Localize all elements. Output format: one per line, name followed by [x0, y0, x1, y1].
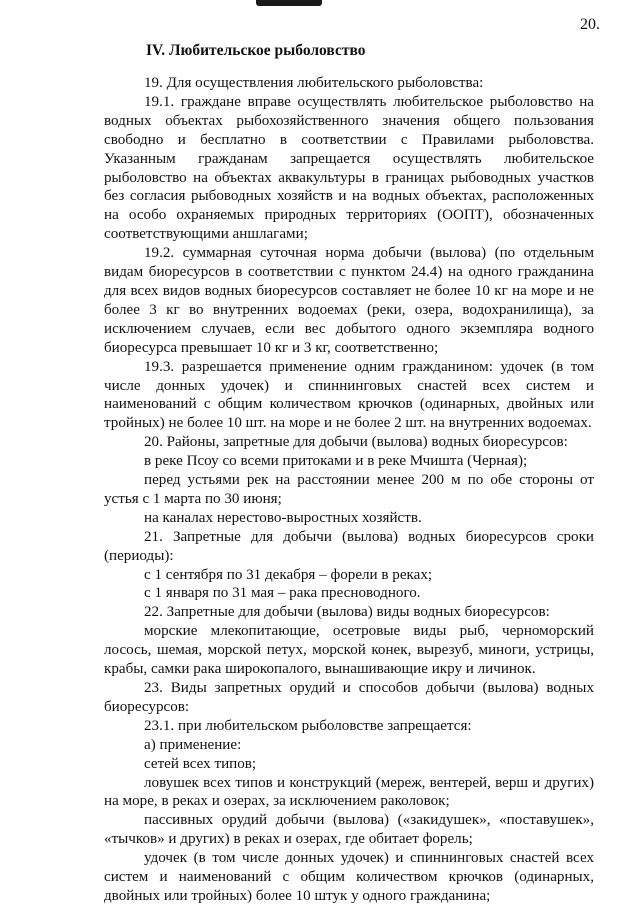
paragraph: 19.1. граждане вправе осуществлять любительское рыболовство на водных объектах рыбохозяйственного значения общего пользования свободно и бесплатно в соответствии с Правилами рыболовства. Указанным гражданам запрещается осуществлять любительское рыболовство на объектах аквакультуры в границах рыбоводных участков без согласия рыбоводных хозяйств и на водных объектах, расположенных на особо охраняемых природных территориях (ООПТ), обозначенных соответствующими аншлагами;	[104, 93, 594, 243]
paragraph: 20. Районы, запретные для добычи (вылова) водных биоресурсов:	[144, 434, 568, 451]
paragraph: 19.2. суммарная суточная норма добычи (вылова) (по отдельным видам биоресурсов в соответствии с пунктом 24.4) на одного гражданина для всех видов водных биоресурсов составляет не более 10 кг на море и не более 3 кг во внутренних водоемах (реки, озера, водохранилища), за исключением случаев, если вес добытого одного экземпляра водного биоресурса превышает 10 кг и 3 кг, соответственно;	[104, 245, 594, 356]
paragraph: 23.1. при любительском рыболовстве запрещается:	[144, 717, 472, 734]
paragraph: 19.3. разрешается применение одним гражданином: удочек (в том числе донных удочек) и спиннинговых снастей всех систем и наименований с общим количеством крючков (одинарных, двойных или тройных) не более 10 шт. на море и не более 2 шт. на внутренних водоемах.	[104, 358, 594, 432]
paragraph: 21. Запретные для добычи (вылова) водных биоресурсов сроки (периоды):	[104, 528, 594, 564]
document-body	[104, 74, 594, 906]
paragraph: удочек (в том числе донных удочек) и спиннинговых снастей всех систем и наименований с общим количеством крючков (одинарных, двойных или тройных) более 10 штук у одного гражданина;	[104, 850, 594, 904]
paragraph: а) применение:	[144, 736, 242, 753]
page-number: 20.	[580, 16, 600, 33]
paragraph: морские млекопитающие, осетровые виды рыб, черноморский лосось, шемая, морской петух, морской конек, вырезуб, миноги, устрицы, крабы, самки рака широкопалого, вынашивающие икру и личинок.	[104, 623, 594, 678]
paragraph: пассивных орудий добычи (вылова) («закидушек», «поставушек», «тычков» и других) в реках и озерах, где обитает форель;	[104, 812, 594, 848]
paragraph: 23. Виды запретных орудий и способов добычи (вылова) водных биоресурсов:	[104, 680, 594, 715]
section-heading: IV. Любительское рыболовство	[146, 42, 366, 59]
paragraph: ловушек всех типов и конструкций (мереж, вентерей, верш и других) на море, в реках и озерах, за исключением раколовок;	[104, 774, 594, 810]
paragraph: перед устьями рек на расстоянии менее 200 м по обе стороны от устья с 1 марта по 30 июня;	[104, 472, 594, 507]
paragraph: сетей всех типов;	[144, 755, 257, 772]
paragraph: 22. Запретные для добычи (вылова) виды водных биоресурсов:	[144, 604, 550, 621]
binding-mark	[256, 0, 322, 6]
paragraph: в реке Псоу со всеми притоками и в реке Мчишта (Черная);	[144, 453, 528, 470]
paragraph: с 1 сентября по 31 декабря – форели в реках;	[144, 566, 433, 583]
paragraph: на каналах нерестово-выростных хозяйств.	[144, 509, 422, 526]
paragraph: с 1 января по 31 мая – рака пресноводного.	[144, 585, 421, 602]
paragraph: 19. Для осуществления любительского рыболовства:	[144, 75, 484, 91]
